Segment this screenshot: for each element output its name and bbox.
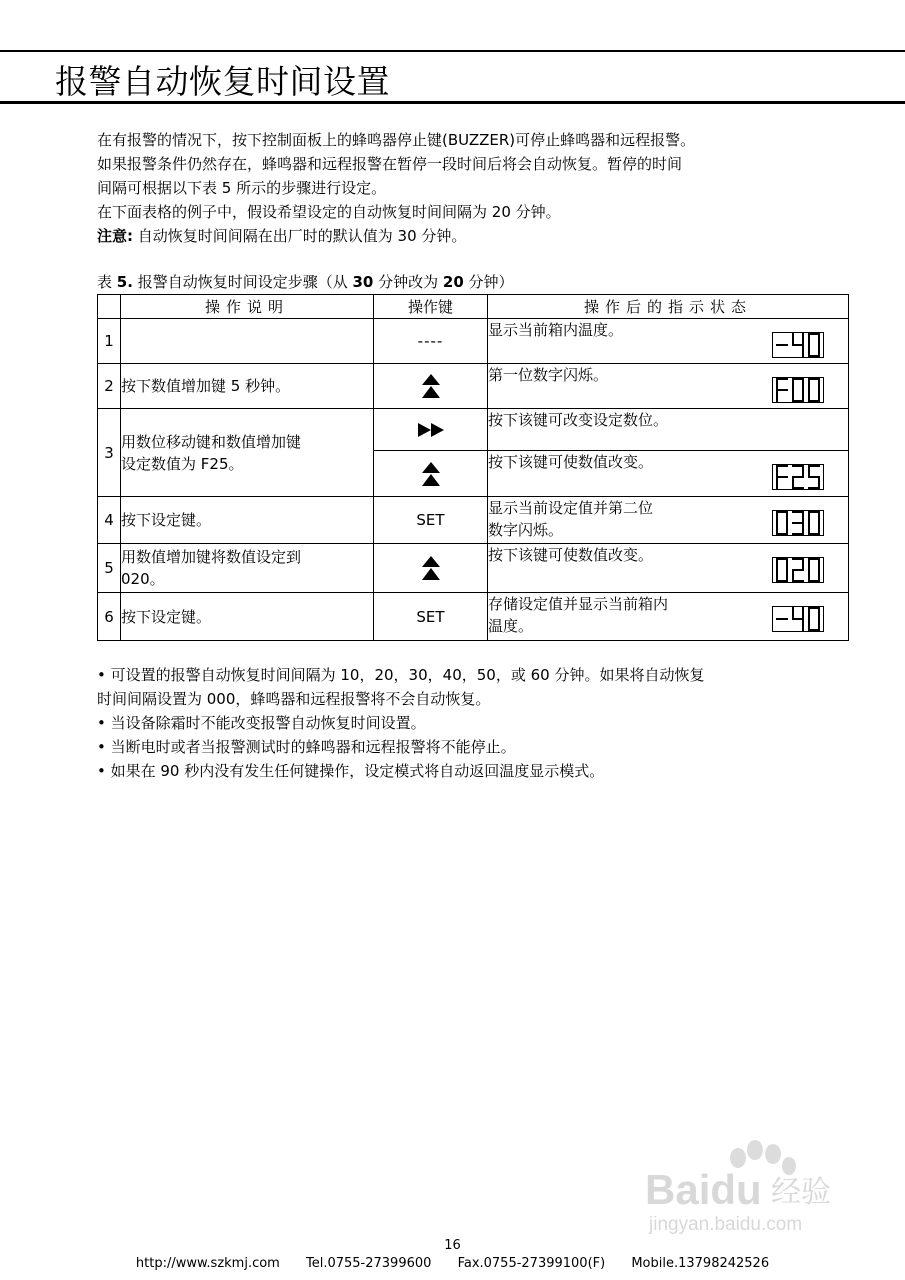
footer-mobile: Mobile.13798242526 bbox=[631, 1256, 770, 1271]
led-display bbox=[772, 377, 824, 403]
led-display bbox=[772, 510, 824, 536]
result-text: 按下该键可改变设定数位。 bbox=[488, 411, 669, 429]
led-digit bbox=[809, 379, 819, 401]
caption-text: 报警自动恢复时间设定步骤（从 bbox=[132, 273, 353, 291]
footer bbox=[0, 1256, 905, 1271]
up-arrow-key-icon bbox=[374, 364, 488, 409]
result-text: 按下该键可使数值改变。 bbox=[488, 546, 654, 564]
up-arrow-key-icon bbox=[374, 544, 488, 593]
key-none: ---- bbox=[374, 319, 488, 364]
footer-website[interactable]: http://www.szkmj.com bbox=[135, 1256, 280, 1271]
caption-number: 5. bbox=[116, 273, 133, 291]
note-item: • 当设备除霜时不能改变报警自动恢复时间设置。 bbox=[97, 714, 426, 732]
notes-section bbox=[97, 663, 837, 783]
watermark-url: jingyan.baidu.com bbox=[649, 1214, 803, 1235]
row-number: 1 bbox=[98, 319, 121, 364]
led-digit bbox=[793, 334, 803, 356]
row-result bbox=[488, 497, 849, 544]
result-line: 温度。 bbox=[488, 617, 534, 635]
row-result bbox=[488, 364, 849, 409]
led-digit bbox=[809, 559, 819, 581]
led-digit bbox=[777, 379, 787, 401]
caption-text: 分钟改为 bbox=[373, 273, 443, 291]
table-row bbox=[98, 319, 849, 364]
set-key-label: SET bbox=[374, 593, 488, 641]
desc-line: 用数位移动键和数值增加键 bbox=[121, 432, 302, 451]
caption-text: 分钟） bbox=[463, 273, 514, 291]
led-digit bbox=[793, 608, 803, 630]
row-number: 6 bbox=[98, 593, 121, 641]
watermark-brand: Baidu bbox=[645, 1166, 762, 1213]
row-number: 5 bbox=[98, 544, 121, 593]
led-digit bbox=[809, 608, 819, 630]
intro-line: 在下面表格的例子中，假设希望设定的自动恢复时间间隔为 20 分钟。 bbox=[97, 203, 561, 221]
led-digit bbox=[777, 512, 787, 534]
led-digit bbox=[777, 466, 787, 488]
set-key-label: SET bbox=[374, 497, 488, 544]
row-result bbox=[488, 409, 849, 451]
page-title: 报警自动恢复时间设置 bbox=[55, 62, 390, 101]
result-line: 显示当前设定值并第二位 bbox=[488, 499, 654, 517]
row-description: 按下数值增加键 5 秒钟。 bbox=[121, 364, 374, 409]
led-display bbox=[772, 606, 824, 632]
table-row bbox=[98, 409, 849, 451]
result-text: 第一位数字闪烁。 bbox=[488, 366, 609, 384]
led-digit bbox=[793, 466, 803, 488]
intro-line: 如果报警条件仍然存在，蜂鸣器和远程报警在暂停一段时间后将会自动恢复。暂停的时间 bbox=[97, 155, 683, 173]
note-label: 注意: bbox=[97, 227, 133, 245]
settings-steps-table bbox=[97, 294, 849, 641]
caption-prefix: 表 bbox=[97, 273, 117, 291]
led-digit bbox=[777, 559, 787, 581]
caption-from: 30 bbox=[352, 273, 374, 291]
led-digit bbox=[809, 334, 819, 356]
watermark-cn: 经验 bbox=[771, 1175, 831, 1210]
led-digit bbox=[809, 466, 819, 488]
row-description bbox=[121, 544, 374, 593]
row-number: 2 bbox=[98, 364, 121, 409]
led-digit bbox=[793, 512, 803, 534]
note-item: 时间间隔设置为 000，蜂鸣器和远程报警将不会自动恢复。 bbox=[97, 690, 491, 708]
intro-section bbox=[97, 128, 837, 248]
top-rule bbox=[0, 50, 905, 52]
result-text: 显示当前箱内温度。 bbox=[488, 321, 624, 339]
led-digit bbox=[793, 379, 803, 401]
note-item: • 可设置的报警自动恢复时间间隔为 10，20，30，40，50，或 60 分钟。如果将自动恢复 bbox=[97, 666, 705, 684]
note-item: • 当断电时或者当报警测试时的蜂鸣器和远程报警将不能停止。 bbox=[97, 738, 516, 756]
page-number: 16 bbox=[444, 1238, 461, 1253]
result-text: 按下该键可使数值改变。 bbox=[488, 453, 654, 471]
intro-line: 间隔可根据以下表 5 所示的步骤进行设定。 bbox=[97, 179, 387, 197]
header-key: 操作键 bbox=[374, 295, 488, 319]
led-digit bbox=[793, 559, 803, 581]
led-display bbox=[772, 332, 824, 358]
led-display bbox=[772, 464, 824, 490]
table-header-row bbox=[98, 295, 849, 319]
row-result bbox=[488, 544, 849, 593]
led-display bbox=[772, 557, 824, 583]
baidu-jingyan-watermark bbox=[643, 1136, 863, 1236]
note-text: 自动恢复时间间隔在出厂时的默认值为 30 分钟。 bbox=[133, 227, 467, 245]
result-line: 存储设定值并显示当前箱内 bbox=[488, 595, 669, 613]
row-result bbox=[488, 319, 849, 364]
led-digit bbox=[809, 512, 819, 534]
title-rule bbox=[0, 101, 905, 104]
caption-to: 20 bbox=[442, 273, 464, 291]
footer-fax: Fax.0755-27399100(F) bbox=[457, 1256, 606, 1271]
footer-tel: Tel.0755-27399600 bbox=[306, 1256, 432, 1271]
row-result bbox=[488, 593, 849, 641]
table-row bbox=[98, 593, 849, 641]
row-number: 3 bbox=[98, 409, 121, 497]
table-row bbox=[98, 544, 849, 593]
shift-digit-key-icon bbox=[374, 409, 488, 451]
header-result: 操作后的指示状态 bbox=[488, 295, 849, 319]
desc-line: 用数值增加键将数值设定到 bbox=[121, 548, 302, 566]
header-no bbox=[98, 295, 121, 319]
desc-line: 设定数值为 F25。 bbox=[121, 454, 244, 473]
row-description bbox=[121, 409, 374, 497]
row-number: 4 bbox=[98, 497, 121, 544]
table-row bbox=[98, 497, 849, 544]
note-item: • 如果在 90 秒内没有发生任何键操作，设定模式将自动返回温度显示模式。 bbox=[97, 762, 605, 780]
intro-line: 在有报警的情况下，按下控制面板上的蜂鸣器停止键(BUZZER)可停止蜂鸣器和远程报警。 bbox=[97, 131, 696, 149]
intro-note bbox=[97, 224, 837, 248]
result-line: 数字闪烁。 bbox=[488, 521, 564, 539]
row-result bbox=[488, 451, 849, 497]
row-description: 按下设定键。 bbox=[121, 497, 374, 544]
header-description: 操作说明 bbox=[121, 295, 374, 319]
row-description: 按下设定键。 bbox=[121, 593, 374, 641]
up-arrow-key-icon bbox=[374, 451, 488, 497]
desc-line: 020。 bbox=[121, 570, 165, 588]
table-row bbox=[98, 364, 849, 409]
table-caption bbox=[97, 271, 514, 292]
row-description bbox=[121, 319, 374, 364]
